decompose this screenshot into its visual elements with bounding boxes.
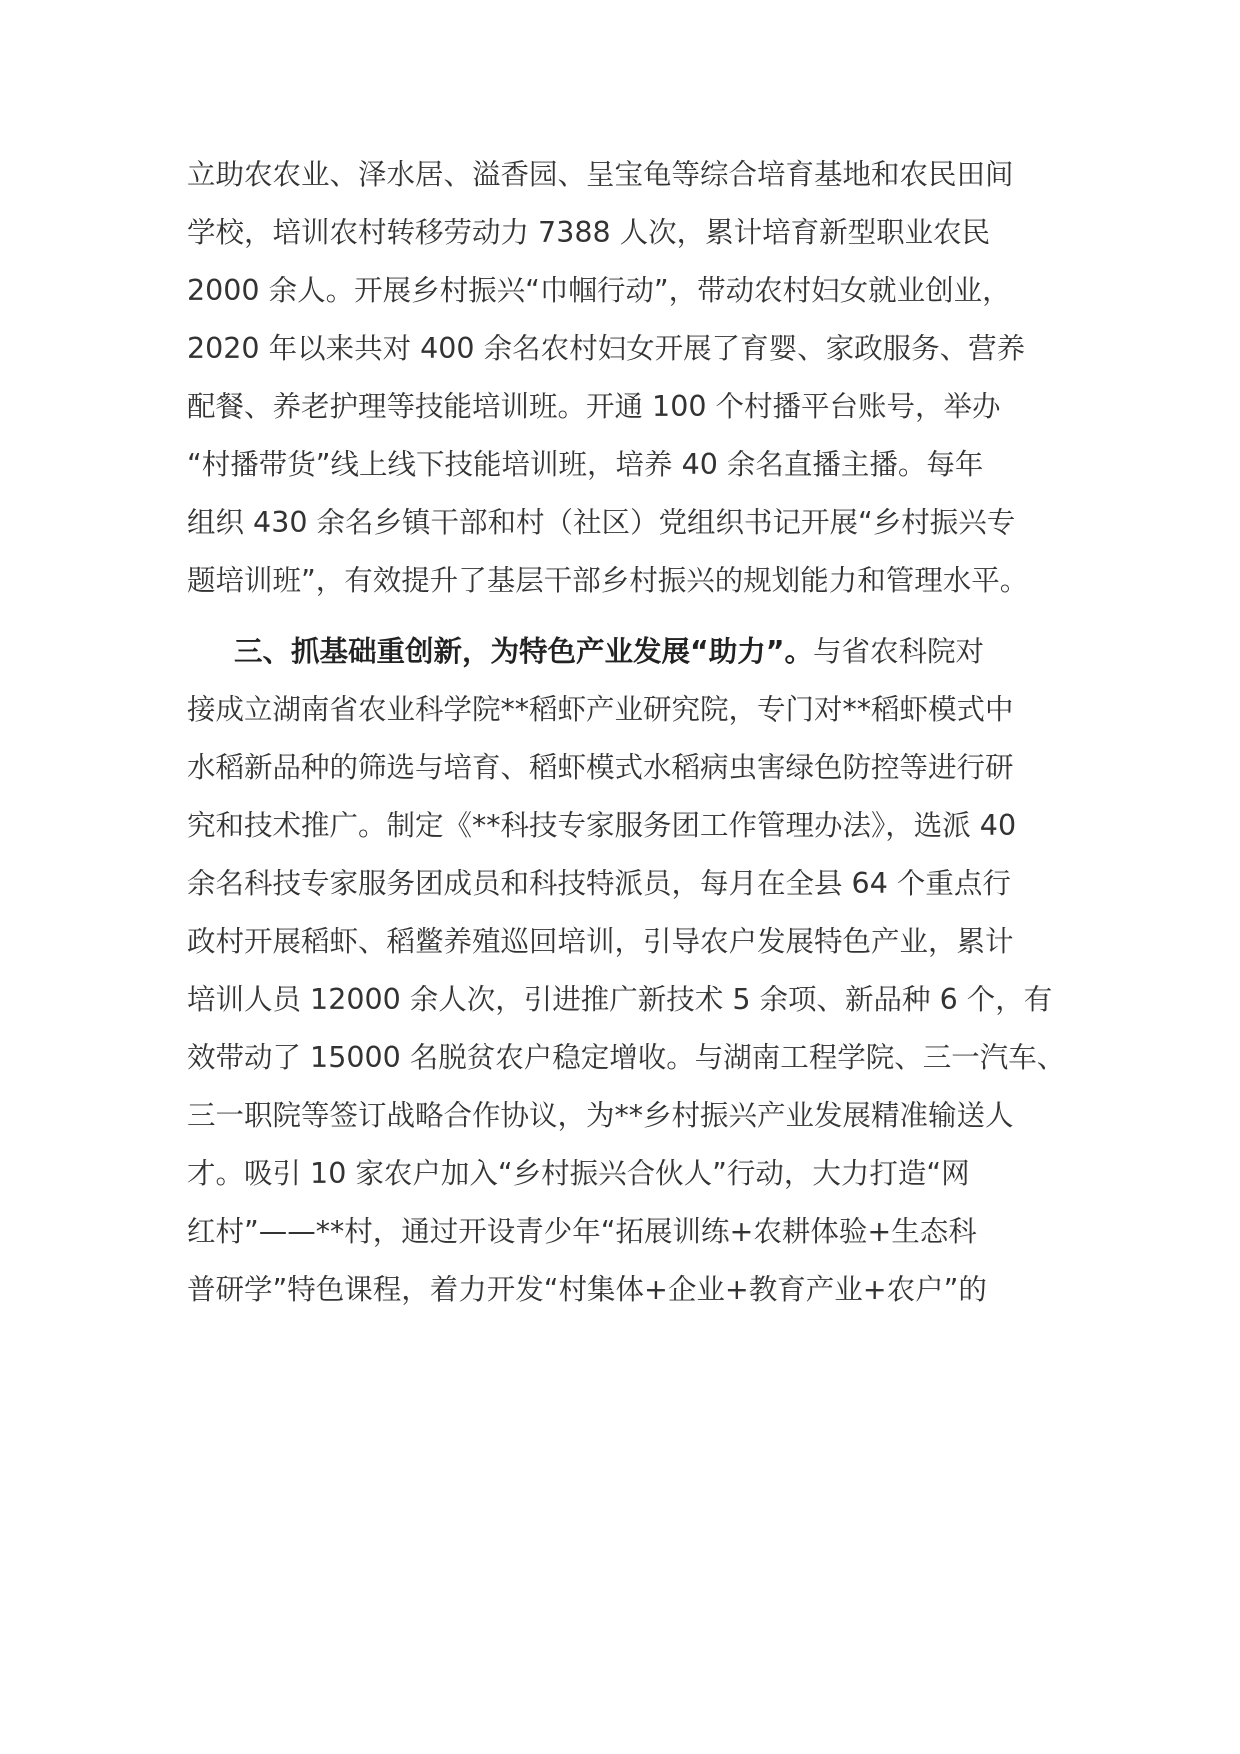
paragraph-1-line: 配餐、养老护理等技能培训班。开通 100 个村播平台账号，举办 bbox=[187, 390, 1001, 423]
paragraph-1-line: 2000 余人。开展乡村振兴“巾帼行动”，带动农村妇女就业创业， bbox=[187, 274, 1011, 307]
paragraph-2-first-line bbox=[234, 632, 984, 672]
paragraph-2-line: 究和技术推广。制定《**科技专家服务团工作管理办法》，选派 40 bbox=[187, 809, 1017, 842]
paragraph-2-line: 普研学”特色课程，着力开发“村集体+企业+教育产业+农户”的 bbox=[187, 1273, 987, 1306]
paragraph-2-line: 效带动了 15000 名脱贫农户稳定增收。与湖南工程学院、三一汽车、 bbox=[187, 1041, 1066, 1074]
paragraph-1-line: 2020 年以来共对 400 余名农村妇女开展了育婴、家政服务、营养 bbox=[187, 332, 1026, 365]
paragraph-1-line: 题培训班”，有效提升了基层干部乡村振兴的规划能力和管理水平。 bbox=[187, 564, 1029, 597]
paragraph-2-line: 培训人员 12000 余人次，引进推广新技术 5 余项、新品种 6 个，有 bbox=[187, 983, 1053, 1016]
paragraph-1-line: 组织 430 余名乡镇干部和村（社区）党组织书记开展“乡村振兴专 bbox=[187, 506, 1016, 539]
paragraph-1-line: 学校，培训农村转移劳动力 7388 人次，累计培育新型职业农民 bbox=[187, 216, 991, 249]
paragraph-2-line: 余名科技专家服务团成员和科技特派员，每月在全县 64 个重点行 bbox=[187, 867, 1011, 900]
paragraph-2-line: 水稻新品种的筛选与培育、稻虾模式水稻病虫害绿色防控等进行研 bbox=[187, 751, 1014, 784]
paragraph-2-line: 政村开展稻虾、稻鳖养殖巡回培训，引导农户发展特色产业，累计 bbox=[187, 925, 1014, 958]
paragraph-2-line: 接成立湖南省农业科学院**稻虾产业研究院，专门对**稻虾模式中 bbox=[187, 693, 1014, 726]
section-heading: 三、抓基础重创新，为特色产业发展“助力”。 bbox=[234, 635, 813, 668]
paragraph-2-first-line-rest: 与省农科院对 bbox=[812, 635, 984, 668]
paragraph-2-line: 三一职院等签订战略合作协议，为**乡村振兴产业发展精准输送人 bbox=[187, 1099, 1014, 1132]
paragraph-2-line: 红村”——**村，通过开设青少年“拓展训练+农耕体验+生态科 bbox=[187, 1215, 977, 1248]
paragraph-1-line: 立助农农业、泽水居、溢香园、呈宝龟等综合培育基地和农民田间 bbox=[187, 158, 1014, 191]
paragraph-2-line: 才。吸引 10 家农户加入“乡村振兴合伙人”行动，大力打造“网 bbox=[187, 1157, 970, 1190]
paragraph-1-line: “村播带货”线上线下技能培训班，培养 40 余名直播主播。每年 bbox=[187, 448, 984, 481]
